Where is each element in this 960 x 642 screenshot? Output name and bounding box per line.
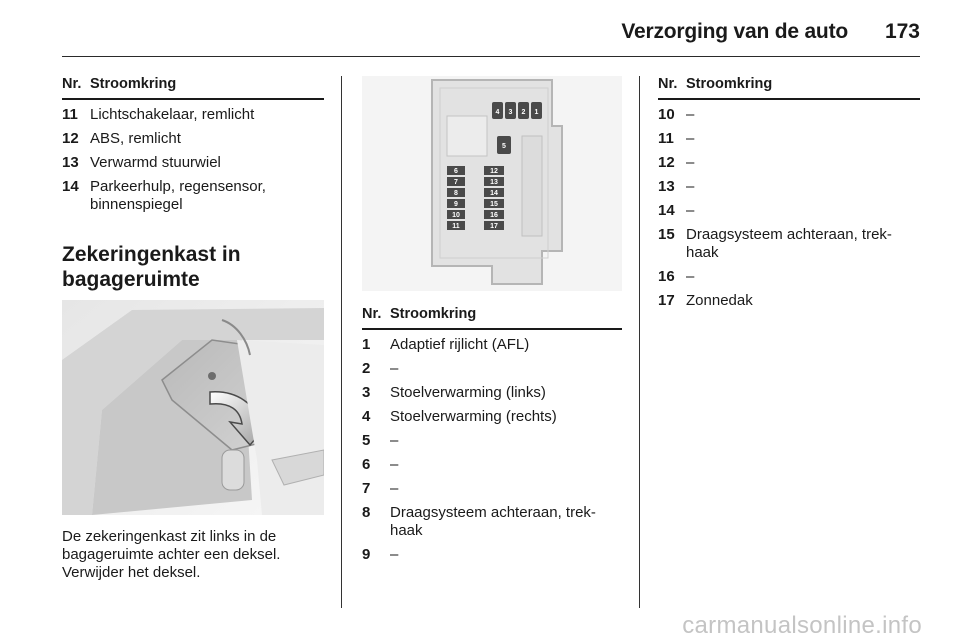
fuse-label: 7 (454, 179, 458, 186)
col-nr-header: Nr. (658, 76, 678, 92)
table-row (658, 226, 920, 262)
fuse-label: 10 (452, 212, 460, 219)
row-text: – (686, 178, 695, 195)
watermark: carmanualsonline.info (682, 612, 922, 639)
col-circuit-header: Stroomkring (390, 306, 477, 322)
row-number: 5 (362, 432, 371, 449)
middle-table-header (362, 306, 622, 330)
column-divider-2 (639, 76, 640, 608)
row-number: 8 (362, 504, 371, 521)
table-row (62, 130, 324, 148)
table-row (362, 456, 622, 474)
row-text: Stoelverwarming (rechts) (390, 408, 557, 425)
table-row (362, 504, 622, 540)
row-text: – (390, 456, 399, 473)
table-row (658, 178, 920, 196)
table-row (362, 480, 622, 498)
table-row (362, 384, 622, 402)
col-nr-header: Nr. (62, 76, 82, 92)
fuse-label: 12 (490, 168, 498, 175)
row-number: 10 (658, 106, 675, 123)
col-circuit-header: Stroomkring (90, 76, 177, 92)
row-text: – (390, 432, 399, 449)
page-title: Verzorging van de auto (621, 20, 848, 43)
row-number: 14 (62, 178, 79, 195)
col-nr-header: Nr. (362, 306, 382, 322)
table-row (62, 154, 324, 172)
fuse-label: 2 (521, 109, 526, 116)
row-text: Zonnedak (686, 292, 753, 309)
fuse-label: 15 (490, 201, 498, 208)
fuse-label: 5 (502, 143, 506, 150)
row-text: Stoelverwarming (links) (390, 384, 546, 401)
row-text: – (686, 106, 695, 123)
row-text: – (686, 154, 695, 171)
row-number: 16 (658, 268, 675, 285)
fuse-label: 8 (454, 190, 458, 197)
middle-column (362, 306, 622, 564)
row-number: 15 (658, 226, 675, 243)
row-text: Adaptief rijlicht (AFL) (390, 336, 530, 353)
row-number: 17 (658, 292, 675, 309)
table-row (658, 268, 920, 286)
row-number: 11 (62, 106, 78, 123)
fuse-label: 11 (452, 223, 460, 230)
page-number: 173 (884, 20, 920, 43)
col-circuit-header: Stroomkring (686, 76, 773, 92)
row-number: 9 (362, 546, 371, 563)
fuse-label: 1 (534, 109, 539, 116)
table-row (658, 202, 920, 220)
table-row (362, 546, 622, 564)
table-row (658, 292, 920, 310)
row-number: 13 (62, 154, 79, 171)
fuse-label: 16 (490, 212, 498, 219)
table-row (658, 154, 920, 172)
table-row (62, 106, 324, 124)
row-number: 2 (362, 360, 371, 377)
row-text: ABS, remlicht (90, 130, 181, 147)
fuse-label: 6 (454, 168, 458, 175)
row-number: 6 (362, 456, 371, 473)
row-text: Draagsysteem achteraan, trek-haak (390, 504, 596, 539)
page-header (62, 14, 920, 57)
row-text: – (686, 130, 695, 147)
fuse-label: 9 (454, 201, 458, 208)
table-row (362, 408, 622, 426)
section-description: De zekeringenkast zit links in de bagageruimte achter een deksel. Verwijder het deksel. (62, 528, 281, 581)
row-text: – (686, 202, 695, 219)
table-row (362, 336, 622, 354)
fuse-label: 17 (490, 223, 498, 230)
fuse-label: 4 (495, 109, 500, 116)
row-text: Parkeerhulp, regensensor, binnenspiegel (90, 178, 266, 213)
row-number: 12 (62, 130, 79, 147)
row-text: – (686, 268, 695, 285)
fuse-label: 14 (490, 190, 498, 197)
table-row (362, 360, 622, 378)
row-text: Draagsysteem achteraan, trek-haak (686, 226, 892, 261)
left-table-header (62, 76, 324, 100)
table-row (658, 106, 920, 124)
trunk-photo (62, 300, 324, 515)
row-number: 14 (658, 202, 675, 219)
fuse-label: 3 (508, 109, 513, 116)
row-number: 7 (362, 480, 371, 497)
left-column (62, 76, 324, 292)
row-text: Verwarmd stuurwiel (90, 154, 221, 171)
row-number: 3 (362, 384, 371, 401)
row-number: 4 (362, 408, 371, 425)
row-text: Lichtschakelaar, remlicht (90, 106, 255, 123)
row-text: – (390, 546, 399, 563)
row-number: 1 (362, 336, 371, 353)
table-row (362, 432, 622, 450)
row-number: 11 (658, 130, 674, 147)
row-number: 12 (658, 154, 675, 171)
fuse-label: 13 (490, 179, 498, 186)
fusebox-diagram (362, 76, 622, 291)
row-text: – (390, 360, 399, 377)
row-number: 13 (658, 178, 675, 195)
column-divider-1 (341, 76, 342, 608)
right-table-header (658, 76, 920, 100)
table-row (658, 130, 920, 148)
row-text: – (390, 480, 399, 497)
section-title: Zekeringenkast in bagageruimte (62, 243, 241, 291)
table-row (62, 178, 324, 214)
right-column (658, 76, 920, 310)
